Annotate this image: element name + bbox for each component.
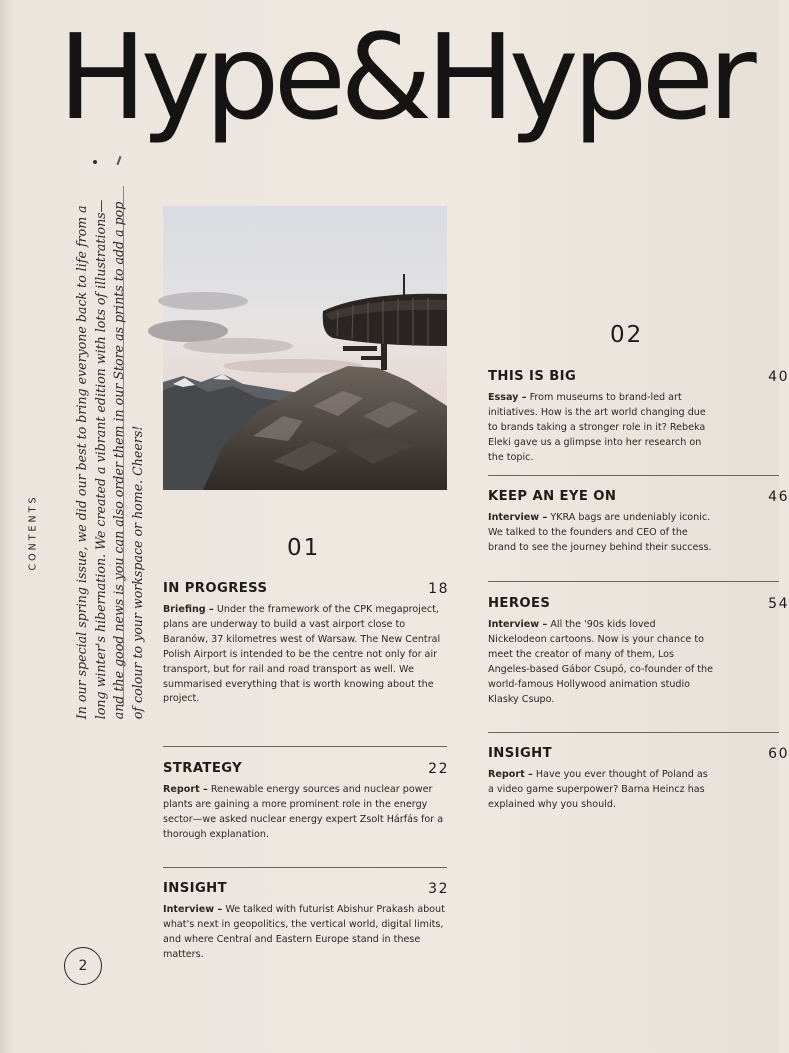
entry-page-number: 32: [428, 881, 449, 897]
section-number-02: 02: [610, 322, 644, 348]
entry-divider: [163, 746, 447, 747]
entry-title: INSIGHT: [163, 881, 228, 896]
entry-text: All the '90s kids loved Nickelodeon cartoons. Now is your chance to meet the creator of many of them, Los Angeles-based Gábor Csupó, co-founder of the world-famous Hollywood animation studio Klasky Csupo.: [488, 619, 713, 705]
entry-kind: Interview –: [488, 512, 548, 523]
entry-kind: Report –: [488, 769, 533, 780]
entry-description: [163, 903, 449, 963]
entry-kind: Briefing –: [163, 604, 214, 615]
entry-description: [488, 618, 713, 707]
section-number-01: 01: [287, 535, 321, 561]
feature-photo-circle: [163, 206, 447, 490]
toc-entry-insight-60[interactable]: [488, 746, 789, 813]
masthead-logo: Hype&Hyper: [58, 8, 751, 146]
entry-title: INSIGHT: [488, 746, 553, 761]
entry-text: We talked with futurist Abishur Prakash about what's next in geopolitics, the vertical world, digital limits, and where Central and Eastern Europe stand in these matters.: [163, 904, 445, 960]
entry-page-number: 22: [428, 761, 449, 777]
entry-kind: Report –: [163, 784, 208, 795]
entry-description: [488, 768, 713, 813]
entry-kind: Interview –: [163, 904, 223, 915]
page-number: 2: [64, 947, 102, 985]
entry-title: STRATEGY: [163, 761, 243, 776]
toc-entry-strategy[interactable]: [163, 761, 449, 843]
toc-entry-insight-32[interactable]: [163, 881, 449, 963]
entry-description: [488, 391, 713, 466]
entry-title: KEEP AN EYE ON: [488, 489, 617, 504]
entry-text: Under the framework of the CPK megaproject, plans are underway to build a vast airport close to Baranów, 37 kilometres west of Warsaw. The New Central Polish Airport is intended to be the centre not only for air transport, but for rail and road transport as well. We summarised everything that is worth knowing about the project.: [163, 604, 441, 705]
entry-text: YKRA bags are undeniably iconic. We talked to the founders and CEO of the brand to see the journey behind their success.: [488, 512, 712, 553]
entry-divider: [488, 581, 779, 582]
entry-title: THIS IS BIG: [488, 369, 577, 384]
entry-divider: [488, 732, 779, 733]
entry-page-number: 54: [768, 596, 789, 612]
toc-entry-heroes[interactable]: [488, 596, 789, 707]
entry-page-number: 40: [768, 369, 789, 385]
entry-kind: Interview –: [488, 619, 548, 630]
mountain-viewpoint-image: [163, 206, 447, 490]
entry-title: IN PROGRESS: [163, 581, 268, 596]
entry-text: Renewable energy sources and nuclear power plants are gaining a more prominent role in the energy sector—we asked nuclear energy expert Zsolt Hárfás for a thorough explanation.: [163, 784, 444, 840]
entry-description: [163, 603, 449, 707]
toc-entry-in-progress[interactable]: [163, 581, 449, 707]
contents-label: CONTENTS: [27, 494, 39, 571]
entry-text: Have you ever thought of Poland as a video game superpower? Barna Heincz has explained why you should.: [488, 769, 708, 810]
entry-divider: [163, 867, 447, 868]
entry-description: [488, 511, 713, 556]
entry-page-number: 60: [768, 746, 789, 762]
entry-title: HEROES: [488, 596, 551, 611]
toc-entry-keep-an-eye-on[interactable]: [488, 489, 789, 556]
entry-divider: [488, 475, 779, 476]
entry-page-number: 18: [428, 581, 449, 597]
entry-kind: Essay –: [488, 392, 527, 403]
entry-page-number: 46: [768, 489, 789, 505]
intro-text: In our special spring issue, we did our best to bring everyone back to life from a long winter's hibernation. We created a vibrant edition with lots of illustrations—and the good news is you can also order them in our Store as prints to add a pop of colour to your workspace or home. Cheers!: [73, 199, 145, 720]
toc-entry-this-is-big[interactable]: [488, 369, 789, 466]
decorative-dot: [93, 160, 97, 164]
entry-text: From museums to brand-led art initiatives. How is the art world changing due to brands taking a stronger role in it? Rebeka Eleki gave us a glimpse into her research on the topic.: [488, 392, 706, 463]
entry-description: [163, 783, 449, 843]
